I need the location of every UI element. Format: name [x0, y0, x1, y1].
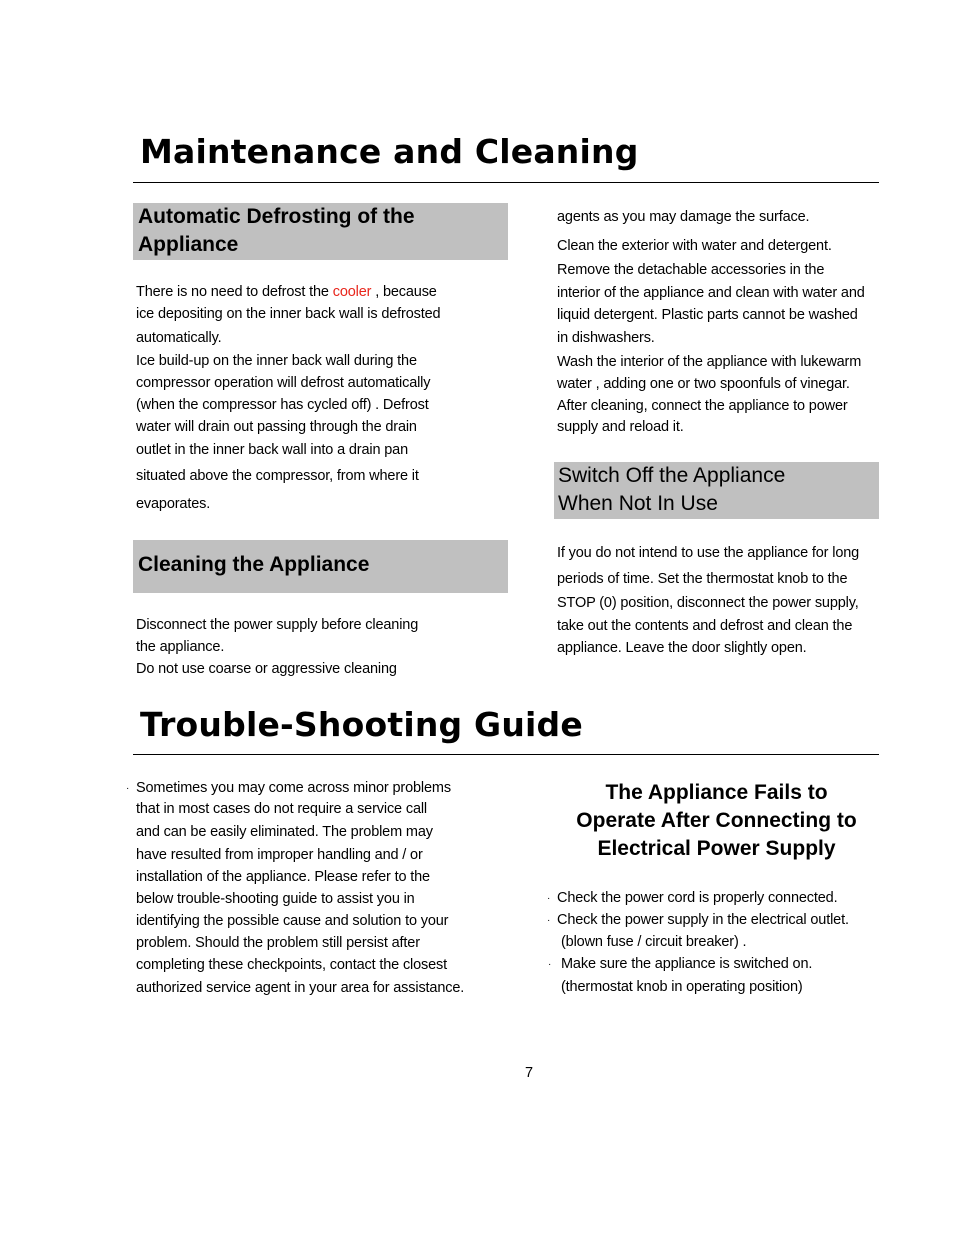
defrost-line-1-pre: There is no need to defrost the	[136, 284, 333, 300]
cleaning-heading-box	[133, 540, 508, 593]
cleaning-cont-line: liquid detergent. Plastic parts cannot be washed	[557, 307, 858, 323]
check-line: (thermostat knob in operating position)	[561, 979, 803, 995]
switch-off-heading-line2: When Not In Use	[558, 492, 718, 515]
defrost-line: ice depositing on the inner back wall is defrosted	[136, 306, 441, 322]
check-line: Make sure the appliance is switched on.	[561, 956, 813, 972]
page-number: 7	[525, 1065, 533, 1081]
fails-heading-line2: Operate After Connecting to	[576, 809, 857, 832]
check-line: (blown fuse / circuit breaker) .	[561, 934, 747, 950]
check-line: Check the power supply in the electrical outlet.	[557, 912, 849, 928]
cleaning-cont-line: in dishwashers.	[557, 330, 655, 346]
intro-line: installation of the appliance. Please refer to the	[136, 869, 430, 885]
cleaning-cont-line: interior of the appliance and clean with water and	[557, 285, 865, 301]
cleaning-cont-line: water , adding one or two spoonfuls of vinegar.	[557, 376, 850, 392]
defrost-line: water will drain out passing through the drain	[136, 419, 417, 435]
defrost-heading-box	[133, 203, 508, 260]
intro-line: authorized service agent in your area for assistance.	[136, 980, 465, 996]
defrost-line: outlet in the inner back wall into a drain pan	[136, 442, 408, 458]
defrost-line: Ice build-up on the inner back wall during the	[136, 353, 417, 369]
cooler-highlight: cooler	[332, 284, 372, 300]
cleaning-cont-line: Wash the interior of the appliance with lukewarm	[557, 354, 862, 370]
defrost-line: situated above the compressor, from where it	[136, 468, 419, 484]
intro-line: that in most cases do not require a service call	[136, 801, 427, 817]
intro-line: and can be easily eliminated. The problem may	[136, 824, 433, 840]
bullet-icon: ·	[547, 915, 551, 926]
intro-line: Sometimes you may come across minor problems	[136, 780, 451, 796]
switch-off-line: If you do not intend to use the appliance for long	[557, 545, 860, 561]
cleaning-cont-line: supply and reload it.	[557, 419, 684, 435]
intro-line: have resulted from improper handling and / or	[136, 847, 423, 863]
maintenance-title: Maintenance and Cleaning	[140, 132, 639, 171]
cleaning-cont-line: agents as you may damage the surface.	[557, 209, 810, 225]
switch-off-line: appliance. Leave the door slightly open.	[557, 640, 807, 656]
intro-line: below trouble-shooting guide to assist you in	[136, 891, 415, 907]
switch-off-line: STOP (0) position, disconnect the power supply,	[557, 595, 859, 611]
switch-off-line: take out the contents and defrost and clean the	[557, 618, 853, 634]
defrost-line: (when the compressor has cycled off) . Defrost	[136, 397, 429, 413]
defrost-line: automatically.	[136, 330, 222, 346]
bullet-icon: ·	[548, 959, 552, 970]
defrost-line-1-post: , because	[371, 284, 437, 300]
defrost-heading-line2: Appliance	[138, 233, 239, 256]
intro-line: problem. Should the problem still persist after	[136, 935, 420, 951]
defrost-heading-line1: Automatic Defrosting of the	[138, 205, 415, 228]
cleaning-line: Disconnect the power supply before cleaning	[136, 617, 419, 633]
cleaning-cont-line: Clean the exterior with water and detergent.	[557, 238, 832, 254]
defrost-line: evaporates.	[136, 496, 211, 512]
intro-line: identifying the possible cause and solution to your	[136, 913, 449, 929]
trouble-title: Trouble-Shooting Guide	[140, 705, 583, 744]
defrost-line-1	[136, 284, 437, 301]
intro-line: completing these checkpoints, contact the closest	[136, 957, 448, 973]
defrost-line: compressor operation will defrost automatically	[136, 375, 431, 391]
switch-off-heading-line1: Switch Off the Appliance	[558, 464, 786, 487]
switch-off-line: periods of time. Set the thermostat knob to the	[557, 571, 848, 587]
cleaning-heading: Cleaning the Appliance	[138, 553, 370, 576]
cleaning-cont-line: Remove the detachable accessories in the	[557, 262, 825, 278]
trouble-rule	[133, 754, 879, 755]
bullet-icon: ·	[126, 783, 130, 794]
cleaning-line: the appliance.	[136, 639, 225, 655]
title-rule	[133, 182, 879, 183]
cleaning-line: Do not use coarse or aggressive cleaning	[136, 661, 397, 677]
switch-off-heading-box	[554, 462, 879, 519]
bullet-icon: ·	[547, 893, 551, 904]
cleaning-cont-line: After cleaning, connect the appliance to power	[557, 398, 848, 414]
fails-heading-line3: Electrical Power Supply	[597, 837, 836, 860]
check-line: Check the power cord is properly connected.	[557, 890, 838, 906]
fails-heading-line1: The Appliance Fails to	[605, 781, 828, 804]
